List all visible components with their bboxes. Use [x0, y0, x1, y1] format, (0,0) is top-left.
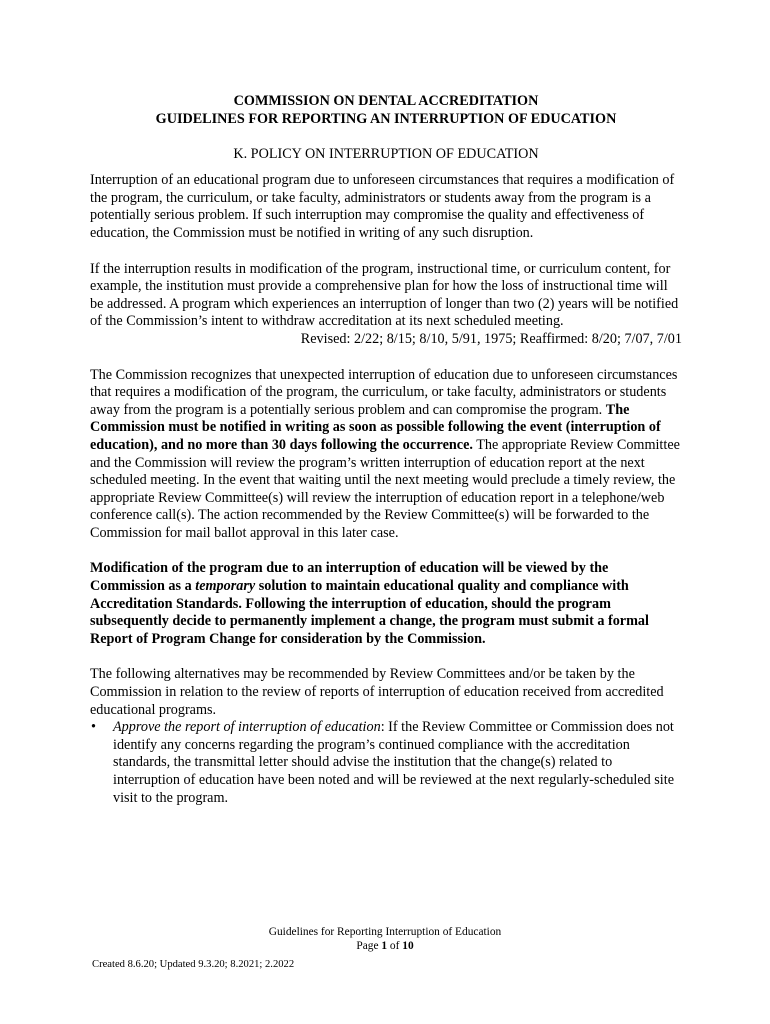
section-heading: K. POLICY ON INTERRUPTION OF EDUCATION [233, 145, 539, 162]
title-line-1: COMMISSION ON DENTAL ACCREDITATION [233, 93, 539, 109]
page-number [0, 939, 770, 953]
alternative-text: : If the Review Committee or Commission does not identify any concerns regarding the program’s continued compliance with the accreditation standards, the transmittal letter should advise the institution that the change(s) related to interruption of education have been noted and will be reviewed at the next regularly-scheduled site visit to the program. [113, 719, 674, 806]
revision-dates: Created 8.6.20; Updated 9.3.20; 8.2021; 2.2022 [92, 959, 295, 970]
title-line-2: GUIDELINES FOR REPORTING AN INTERRUPTION OF EDUCATION [155, 110, 617, 127]
recognition-intro: The Commission recognizes that unexpected interruption of education due to unforeseen circumstances that requires a modification of the program, the curriculum, or take faculty, administrators or students away from the program is a potentially serious problem and can compromise the program. [90, 366, 678, 418]
policy-paragraph-1: Interruption of an educational program due to unforeseen circumstances that requires a modification of the program, the curriculum, or take faculty, administrators or students away from the program is a potentially serious problem. If such interruption may compromise the quality and effectiveness of education, the Commission must be notified in writing of any such disruption. [90, 172, 675, 241]
notification-requirement: The Commission must be notified in writing as soon as possible following the event (interruption of education), and no more than 30 days following the occurrence. [90, 401, 661, 453]
modification-paragraph [90, 560, 682, 648]
temporary-emphasis: temporary [195, 578, 256, 595]
footer-title: Guidelines for Reporting Interruption of Education [268, 926, 502, 938]
recognition-rest: The appropriate Review Committee and the Commission will review the program’s written interruption of education report at the next scheduled meeting. In the event that waiting until the next meeting would preclude a timely review, the appropriate Review Committee(s) will review the interruption of education report in a telephone/web conference call(s). The action recommended by the Review Committee(s) will be forwarded to the Commission for mail ballot approval in this later case. [90, 436, 680, 541]
revision-history: Revised: 2/22; 8/15; 8/10, 5/91, 1975; Reaffirmed: 8/20; 7/07, 7/01 [300, 330, 682, 347]
modification-part-1: Modification of the program due to an interruption of education will be viewed by the Commission as a [90, 560, 609, 595]
page-total: 10 [402, 940, 414, 952]
page-prefix: Page [356, 940, 382, 952]
page-of: of [387, 940, 403, 952]
policy-paragraph-2: If the interruption results in modification of the program, instructional time, or curriculum content, for example, the institution must provide a comprehensive plan for how the loss of instructional time will be addressed. A program which experiences an interruption of longer than two (2) years will be notified of the Commission’s intent to withdraw accreditation at its next scheduled meeting. [90, 260, 679, 330]
list-item [90, 719, 682, 807]
document-body [90, 93, 682, 807]
modification-part-2: solution to maintain educational quality and compliance with Accreditation Standards. Following the interruption of education, should the program subsequently decide to permanently implement a change, the program must submit a formal Report of Program Change for consideration by the Commission. [90, 578, 649, 647]
page-footer [0, 925, 770, 953]
page-current: 1 [381, 940, 388, 952]
alternatives-list [90, 719, 682, 807]
recognition-paragraph [90, 367, 682, 543]
alternatives-intro: The following alternatives may be recommended by Review Committees and/or be taken by the Commission in relation to the review of reports of interruption of education received from accredited educational programs. [90, 666, 664, 718]
alternative-lead: Approve the report of interruption of education [113, 719, 381, 736]
bullet-icon: • [91, 719, 96, 736]
